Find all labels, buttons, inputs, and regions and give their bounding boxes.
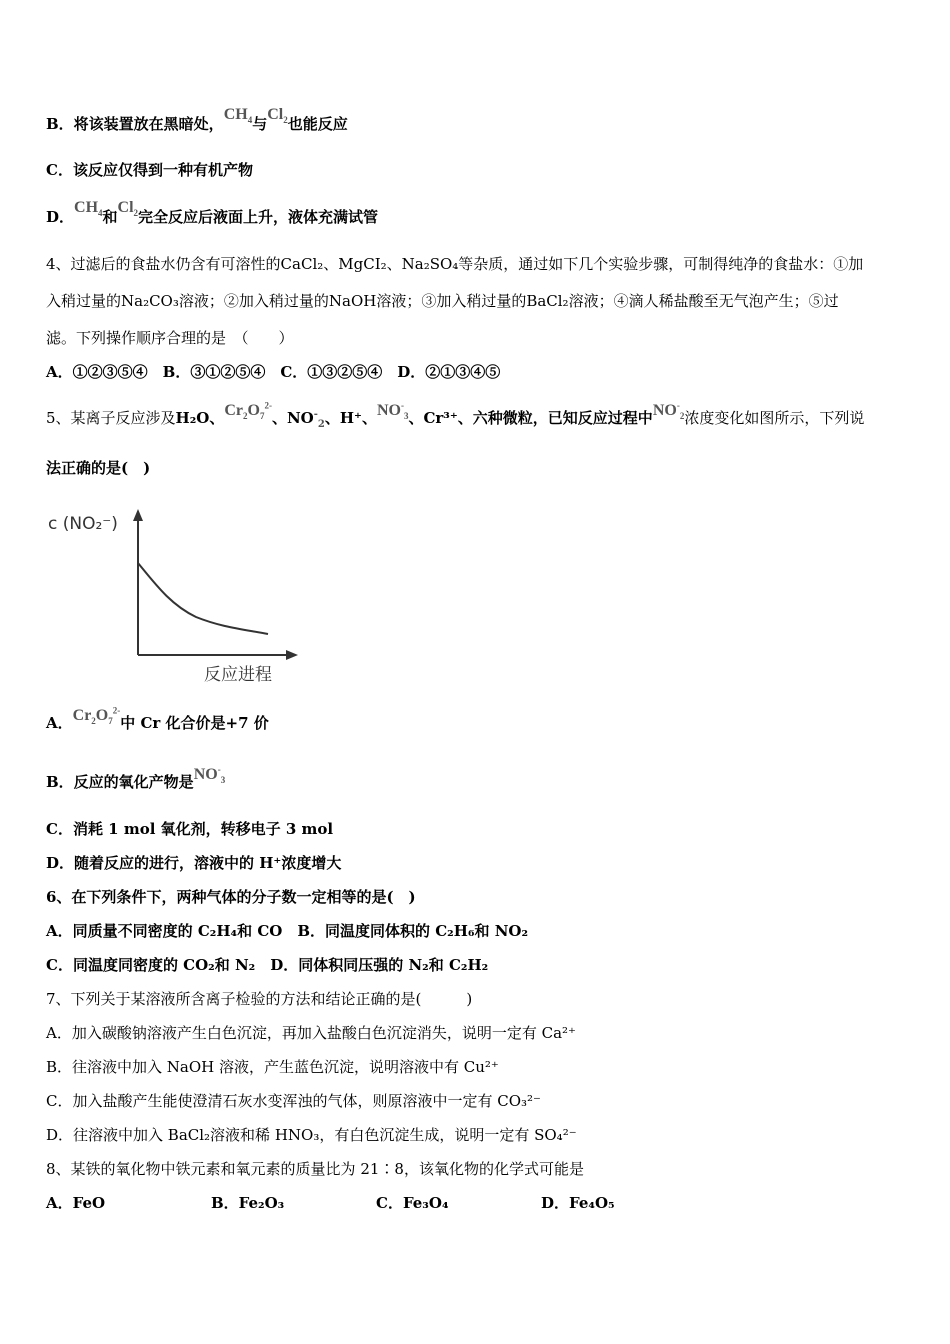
formula-no3: $NO^-_3$ [376, 400, 409, 422]
q6-stem: 6、在下列条件下，两种气体的分子数一定相等的是( ) [46, 888, 416, 906]
q4-stem-line1: 4、过滤后的食盐水仍含有可溶性的CaCl₂、MgCI₂、Na₂SO₄等杂质，通过如下几个实验步骤，可制得纯净的食盐水：①加 [46, 255, 864, 273]
q3-option-b: B．将该装置放在黑暗处，$CH_4$与$Cl_2$也能反应 [46, 106, 348, 133]
q6-options-cd: C．同温度同密度的 CO₂和 N₂ D．同体积同压强的 N₂和 C₂H₂ [46, 956, 489, 974]
q5-option-d: D．随着反应的进行，溶液中的 H⁺浓度增大 [46, 854, 342, 872]
q5-stem-line2: 法正确的是( ) [46, 459, 151, 477]
q5-stem-line1: 5、某离子反应涉及H₂O、$Cr_2O_7^{2-}$、$NO^-_2$、H⁺、$NO^-_3$、Cr³⁺、六种微粒，已知反应过程中$NO^-_2$浓度变化如图所示，下列说 [46, 400, 865, 430]
q5-option-c: C．消耗 1 mol 氧化剂，转移电子 3 mol [46, 820, 334, 838]
q8-stem: 8、某铁的氧化物中铁元素和氧元素的质量比为 21∶8，该氧化物的化学式可能是 [46, 1160, 584, 1178]
q3-option-c: C．该反应仅得到一种有机产物 [46, 161, 253, 179]
chart-curve [138, 563, 268, 634]
q5-option-a: A．$Cr_2O_7^{2-}$中 Cr 化合价是+7 价 [46, 705, 269, 732]
q8-option-c: C．Fe₃O₄ [376, 1194, 449, 1212]
q7-option-a: A．加入碳酸钠溶液产生白色沉淀，再加入盐酸白色沉淀消失，说明一定有 Ca²⁺ [46, 1024, 576, 1042]
q5-option-b: B．反应的氧化产物是$NO^-_3$ [46, 764, 226, 791]
chart-y-label: c (NO₂⁻) [48, 514, 118, 534]
chart-x-label: 反应进程 [204, 665, 272, 685]
q8-option-a: A．FeO [46, 1194, 106, 1212]
q7-option-b: B．往溶液中加入 NaOH 溶液，产生蓝色沉淀，说明溶液中有 Cu²⁺ [46, 1058, 499, 1076]
chart-x-arrow [286, 650, 298, 660]
q8-option-d: D．Fe₄O₅ [541, 1194, 615, 1212]
formula-no2: $NO^-_2$ [652, 400, 685, 422]
q6-options-ab: A．同质量不同密度的 C₂H₄和 CO B．同温度同体积的 C₂H₆和 NO₂ [46, 922, 529, 940]
formula-ch4: $CH_4$ [223, 106, 253, 126]
formula-cl2: $Cl_2$ [117, 199, 139, 219]
q8-option-b: B．Fe₂O₃ [211, 1194, 285, 1212]
q7-option-c: C．加入盐酸产生能使澄清石灰水变浑浊的气体，则原溶液中一定有 CO₃²⁻ [46, 1092, 541, 1110]
q4-options: A．①②③⑤④ B．③①②⑤④ C．①③②⑤④ D．②①③④⑤ [46, 363, 501, 381]
q4-stem-line3: 滤。下列操作顺序合理的是 （ ） [46, 329, 294, 347]
concentration-chart [46, 505, 316, 695]
q7-option-d: D．往溶液中加入 BaCl₂溶液和稀 HNO₃，有白色沉淀生成，说明一定有 SO₄²⁻ [46, 1126, 577, 1144]
formula-cr2o7: $Cr_2O_7^{2-}$ [72, 705, 121, 727]
q3-option-d: D．$CH_4$和$Cl_2$完全反应后液面上升，液体充满试管 [46, 199, 379, 226]
q8-options [46, 1193, 615, 1213]
formula-ch4: $CH_4$ [74, 199, 103, 219]
formula-no3: $NO^-_3$ [193, 764, 226, 786]
chart-y-arrow [133, 509, 143, 521]
q4-stem-line2: 入稍过量的Na₂CO₃溶液；②加入稍过量的NaOH溶液；③加入稍过量的BaCl₂溶液；④滴人稀盐酸至无气泡产生；⑤过 [46, 292, 839, 310]
q7-stem: 7、下列关于某溶液所含离子检验的方法和结论正确的是( ) [46, 990, 473, 1008]
formula-cl2: $Cl_2$ [267, 106, 288, 126]
formula-cr2o7: $Cr_2O_7^{2-}$ [224, 400, 272, 422]
